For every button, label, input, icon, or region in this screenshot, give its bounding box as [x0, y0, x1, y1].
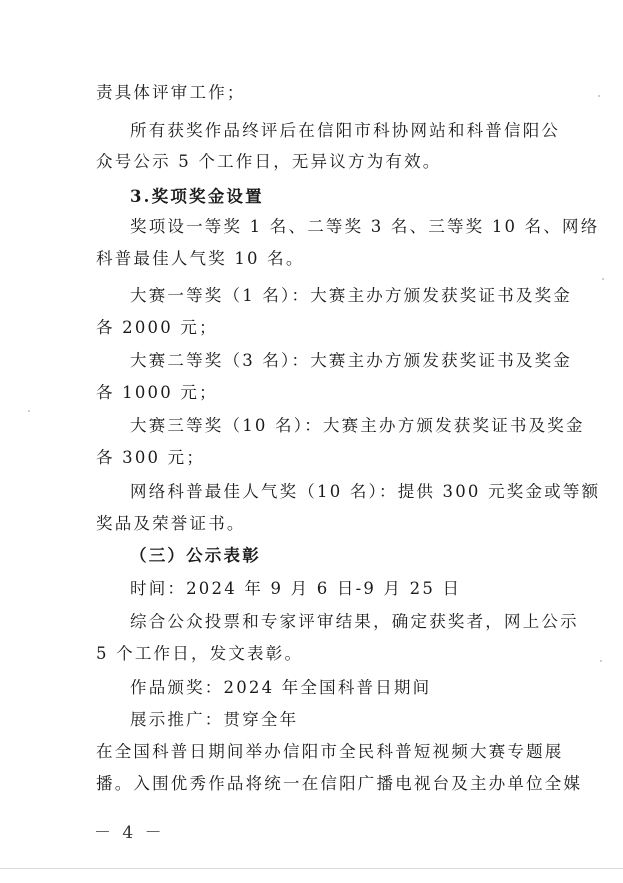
- text-line-18: 5 个工作日，发文表彰。: [96, 644, 304, 663]
- text-line-20: 展示推广：贯穿全年: [130, 710, 299, 729]
- text-line-11: 大赛三等奖（10 名）：大赛主办方颁发获奖证书及奖金: [130, 416, 585, 435]
- text-line-3: 众号公示 5 个工作日，无异议方为有效。: [96, 152, 442, 171]
- text-line-7: 大赛一等奖（1 名）：大赛主办方颁发获奖证书及奖金: [130, 286, 572, 305]
- text-line-6: 科普最佳人气奖 10 名。: [96, 249, 305, 268]
- text-line-22: 播。入围优秀作品将统一在信阳广播电视台及主办单位全媒: [96, 774, 583, 793]
- page-number: － 4 －: [94, 823, 165, 843]
- text-line-1: 责具体评审工作；: [96, 83, 246, 102]
- text-line-17: 综合公众投票和专家评审结果，确定获奖者，网上公示: [130, 612, 579, 631]
- text-line-8: 各 2000 元；: [96, 318, 218, 337]
- scan-speck: [600, 660, 602, 662]
- text-line-21: 在全国科普日期间举办信阳市全民科普短视频大赛专题展: [96, 742, 564, 761]
- scan-speck: [598, 95, 600, 97]
- text-line-5: 奖项设一等奖 1 名、二等奖 3 名、三等奖 10 名、网络: [130, 217, 600, 236]
- text-line-16: 时间：2024 年 9 月 6 日-9 月 25 日: [130, 579, 462, 598]
- scan-speck: [602, 278, 604, 280]
- text-line-13: 网络科普最佳人气奖（10 名）：提供 300 元奖金或等额: [130, 482, 601, 501]
- text-line-10: 各 1000 元；: [96, 383, 218, 402]
- scan-speck: [28, 410, 30, 412]
- text-line-14: 奖品及荣誉证书。: [96, 514, 246, 533]
- page-bottom-edge: [0, 868, 623, 869]
- text-line-12: 各 300 元；: [96, 448, 206, 467]
- section-heading-awards: 3.奖项奖金设置: [130, 187, 264, 206]
- text-line-9: 大赛二等奖（3 名）：大赛主办方颁发获奖证书及奖金: [130, 351, 572, 370]
- text-line-19: 作品颁奖：2024 年全国科普日期间: [130, 678, 432, 697]
- text-line-2: 所有获奖作品终评后在信阳市科协网站和科普信阳公: [130, 121, 561, 140]
- section-heading-publicity: （三）公示表彰: [130, 546, 261, 565]
